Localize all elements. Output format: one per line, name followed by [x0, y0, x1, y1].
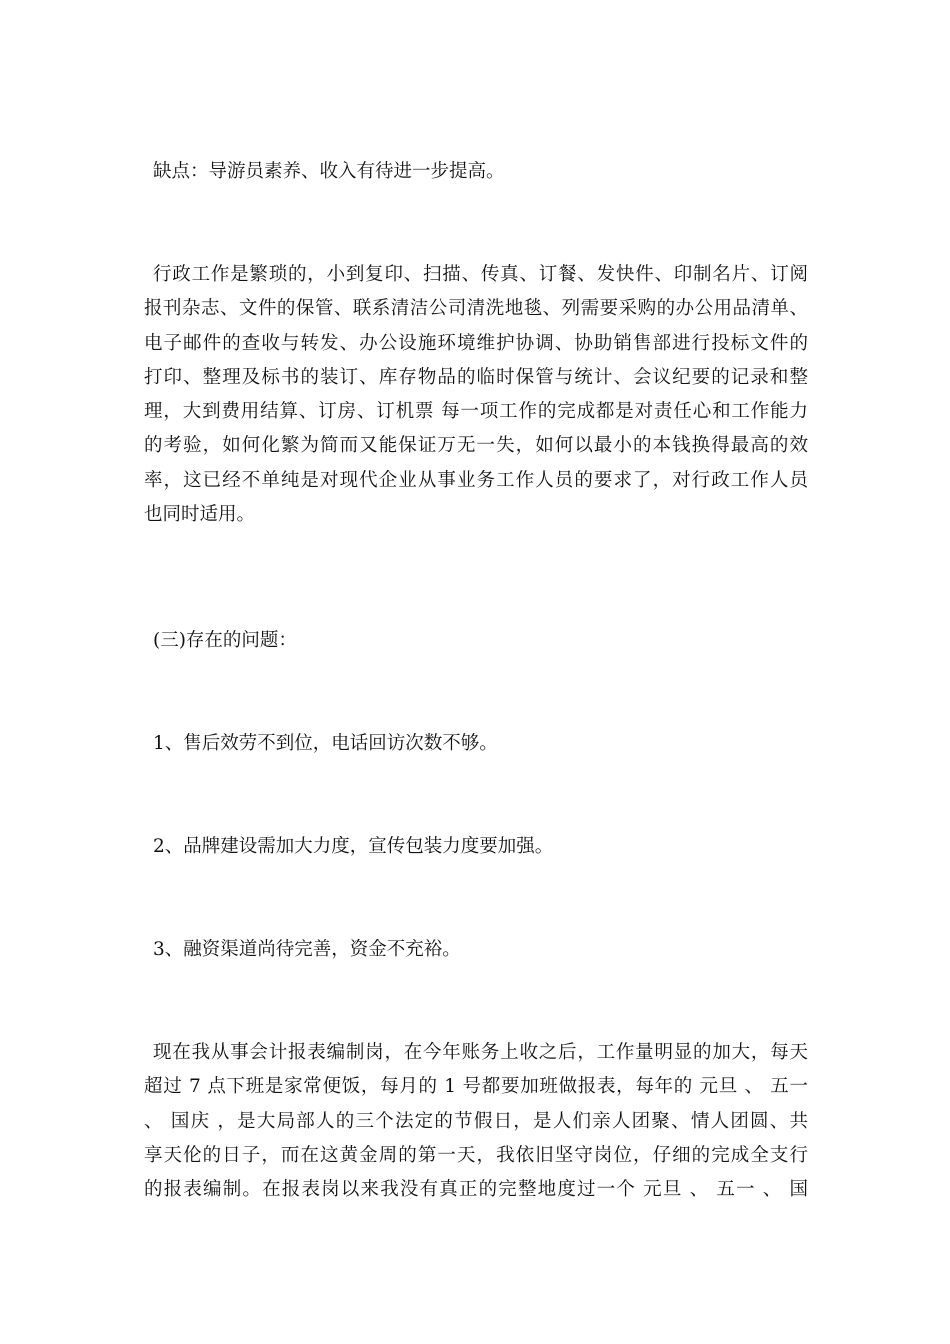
- shortcomings-paragraph: [144, 155, 808, 189]
- problem-text: 2、品牌建设需加大力度，宣传包装力度要加强。: [153, 836, 554, 857]
- paragraph-line: 打印、整理及标书的装订、库存物品的临时保管与统计、会议纪要的记录和整: [144, 366, 808, 388]
- problem-text: 1、售后效劳不到位，电话回访次数不够。: [153, 733, 498, 754]
- paragraph-line: 率，这已经不单纯是对现代企业从事业务工作人员的要求了，对行政工作人员: [144, 469, 808, 491]
- problem-item-1: [144, 727, 808, 761]
- paragraph-line: 超过 7 点下班是家常便饭，每月的 1 号都要加班做报表，每年的 元旦 、 五一: [144, 1076, 808, 1098]
- shortcomings-text: 缺点：导游员素养、收入有待进一步提高。: [153, 161, 505, 182]
- paragraph-line: 的报表编制。在报表岗以来我没有真正的完整地度过一个 元旦 、 五一 、 国: [144, 1179, 808, 1201]
- admin-work-paragraph: [144, 258, 808, 532]
- paragraph-line: 、 国庆 ，是大局部人的三个法定的节假日，是人们亲人团聚、情人团圆、共: [144, 1110, 808, 1132]
- paragraph-line: 理，大到费用结算、订房、订机票 每一项工作的完成都是对责任心和工作能力: [144, 401, 808, 423]
- problem-item-2: [144, 830, 808, 864]
- paragraph-line: 行政工作是繁琐的，小到复印、扫描、传真、订餐、发快件、印制名片、订阅: [153, 264, 808, 285]
- paragraph-line: 电子邮件的查收与转发、办公设施环境维护协调、协助销售部进行投标文件的: [144, 332, 808, 354]
- paragraph-line: 也同时适用。: [144, 504, 256, 526]
- problem-text: 3、融资渠道尚待完善，资金不充裕。: [153, 939, 461, 960]
- problems-heading-text: (三)存在的问题：: [153, 630, 297, 651]
- problem-item-3: [144, 933, 808, 967]
- paragraph-line: 享天伦的日子，而在这黄金周的第一天，我依旧坚守岗位，仔细的完成全支行: [144, 1144, 808, 1166]
- problems-heading: [144, 624, 808, 658]
- paragraph-line: 的考验，如何化繁为简而又能保证万无一失，如何以最小的本钱换得最高的效: [144, 435, 808, 457]
- paragraph-line: 现在我从事会计报表编制岗，在今年账务上收之后，工作量明显的加大，每天: [153, 1042, 808, 1063]
- paragraph-line: 报刊杂志、文件的保管、联系清洁公司清洗地毯、列需要采购的办公用品清单、: [144, 298, 808, 320]
- accounting-work-paragraph: [144, 1036, 808, 1207]
